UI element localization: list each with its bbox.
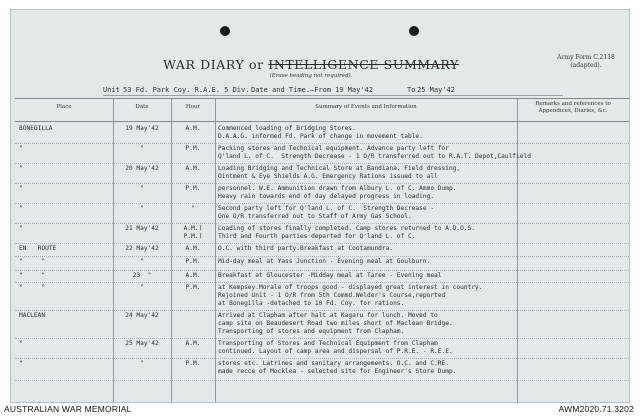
cell-date: " (140, 185, 144, 192)
form-reference (551, 54, 621, 70)
cell-hour: P.M. (185, 284, 201, 291)
caption-institution: AUSTRALIAN WAR MEMORIAL (4, 404, 132, 414)
cell-hour: A.M. (185, 165, 201, 172)
table-row (15, 358, 629, 381)
table-row (15, 282, 629, 311)
table-row (15, 256, 629, 271)
diary-table (15, 98, 629, 403)
cell-place: " (19, 145, 23, 152)
cell-summary: Mid-day meal at Yass Junction - Evening meal at Goulburn. (218, 258, 431, 265)
cell-place: MACLEAN (19, 312, 46, 319)
cell-summary: Transporting of Stores and Technical Equipment from Clapham continued. Layout of camp area and dispersal of P.R.E. - R.E.E. (218, 340, 453, 355)
cell-hour: " (191, 205, 195, 212)
cell-date: 24 May'42 (125, 312, 159, 319)
header-summary: Summary of Events and Information (315, 104, 417, 110)
cell-hour: A.M. (185, 125, 201, 132)
cell-date: 21 May'42 (125, 225, 159, 232)
cell-summary: stores etc. Latrines and sanitary arrangements. O.C. and C.RE. made recce of Mocklea - selected site for Engineer's Store Dump. (218, 360, 457, 375)
cell-hour: A.M. (185, 340, 201, 347)
cell-date: 22 May'42 (125, 245, 159, 252)
header-rule (103, 95, 563, 96)
cell-summary: O.C. with third party.Breakfast at Cootamundra. (218, 245, 394, 252)
cell-hour: A.M. (185, 245, 201, 252)
cell-date: " (140, 145, 144, 152)
table-row (15, 243, 629, 257)
cell-hour: P.M. (185, 185, 201, 192)
title-subtitle: (Erase heading not required). (269, 73, 353, 79)
war-diary-page (10, 9, 630, 403)
cell-place: " (19, 185, 23, 192)
cell-hour: A.M. (185, 272, 201, 279)
cell-date: " (140, 258, 144, 265)
cell-date: " (140, 205, 144, 212)
cell-place: " (19, 225, 23, 232)
title-struck: INTELLIGENCE SUMMARY (268, 57, 459, 72)
cell-summary: Packing stores and Technical equipment. Advance party left for Q'land L. of C. Strength Decrease - 1 O/R transferred out to R.A.T. Depot,Caulfield (218, 145, 531, 160)
table-row (15, 163, 629, 184)
cell-date: " (140, 284, 144, 291)
punch-hole-left (220, 26, 230, 36)
cell-place: " " (19, 258, 46, 265)
cell-hour: P.M. (185, 360, 201, 367)
header-remarks: Remarks and references to Appendices, Diaries, &c. (535, 101, 611, 114)
cell-date: 23 " (132, 272, 152, 279)
date-time-label: Date and Time.—From (251, 86, 332, 94)
header-date: Date (135, 104, 149, 110)
cell-hour: A.M.) P.M.) (183, 225, 203, 240)
cell-place: " " (19, 272, 46, 279)
table-row (15, 183, 629, 204)
table-row (15, 123, 629, 144)
cell-summary: Arrived at Clapham after halt at Kagaru for lunch. Moved to camp site on Beaudesert Road two miles short of Maclean Bridge. Transporting of stores and equipment from Clapham. (218, 312, 453, 335)
form-ref-line1: Army Form C.2118 (557, 54, 615, 61)
punch-hole-right (409, 26, 419, 36)
cell-date: 19 May'42 (125, 125, 159, 132)
cell-summary: personnel. W.E. Ammunition drawn from Albury L. of C. Ammo Dump. Heavy rain towards end of day delayed progress in loading. (218, 185, 457, 200)
table-row (15, 310, 629, 339)
to-label: To (407, 86, 416, 94)
title-or: or (249, 57, 264, 72)
form-ref-line2: (adapted). (570, 62, 602, 69)
cell-place: " (19, 205, 23, 212)
table-row (15, 143, 629, 164)
header-hour: Hour (185, 104, 201, 110)
table-row (15, 338, 629, 359)
table-row (15, 223, 629, 244)
cell-date: " (140, 360, 144, 367)
diary-title (161, 57, 461, 72)
cell-summary: Breakfast at Gloucester -Midday meal at Taree - Evening meal (218, 272, 442, 279)
unit-value: 53 Fd. Park Coy. R.A.E. 5 Div. (123, 86, 250, 94)
cell-hour: P.M. (185, 258, 201, 265)
unit-label: Unit (103, 86, 120, 94)
date-from: 19 May'42 (335, 86, 373, 94)
cell-place: " (19, 165, 23, 172)
cell-place: " (19, 360, 23, 367)
cell-hour: P.M. (185, 145, 201, 152)
cell-summary: Commenced loading of Bridging Stores. D.A.A.G. informed Fd. Park of change in movement table. (218, 125, 423, 140)
table-row (15, 203, 629, 224)
cell-summary: Loading of stores finally completed. Camp stores returned to A.D.O.S. Third and Fourth parties departed for Q'land L. of C. (218, 225, 476, 240)
table-header (15, 99, 629, 122)
caption-accession-number: AWM2020.71.3202 (558, 404, 634, 414)
cell-place: BONEGILLA (19, 125, 53, 132)
cell-date: 20 May'42 (125, 165, 159, 172)
title-prefix: WAR DIARY (163, 57, 245, 72)
cell-summary: Second party left for Q'land L. of C. Strength Decrease - One O/R transferred out to Staff of Army Gas School. (218, 205, 435, 220)
cell-summary: Loading Bridging and Technical Store at Bandiana. Field dressing, Ointment & Eye Shields A.G. Emergency Rations issued to all (218, 165, 461, 180)
cell-place: " " (19, 284, 46, 291)
cell-date: 25 May'42 (125, 340, 159, 347)
date-to: 25 May'42 (417, 86, 455, 94)
header-place: Place (56, 104, 72, 110)
cell-place: " (19, 340, 23, 347)
cell-summary: at Kempsey.Morale of troops good - displayed great interest in country. Rejoined Unit - 1 O/R from 5th Commd.Welder's Course,reported at Bonegilla -detached to 10 Fd. Coy. for rations. (218, 284, 483, 307)
cell-place: EN ROUTE (19, 245, 57, 252)
